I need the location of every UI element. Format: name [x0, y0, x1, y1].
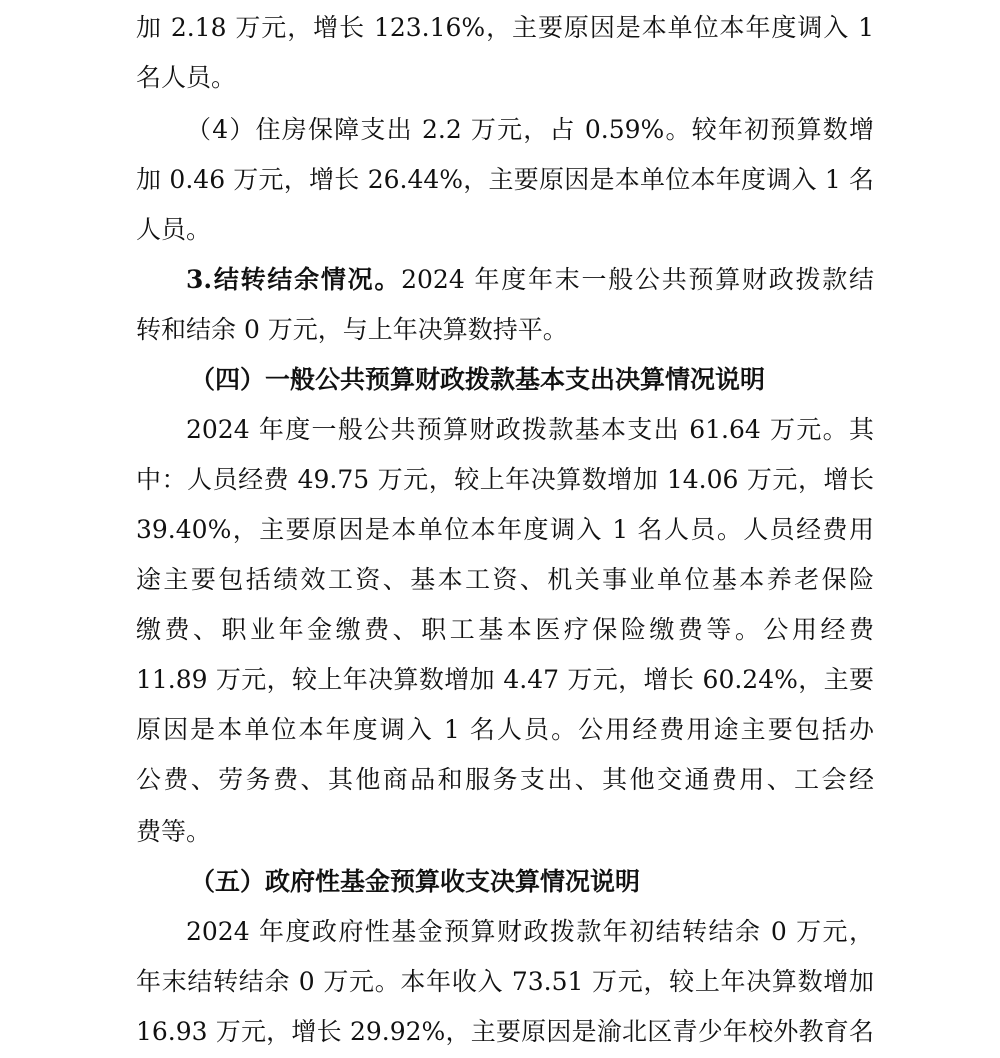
paragraph-line: 16.93 万元，增长 29.92%，主要原因是渝北区青少年校外教育名	[136, 1017, 874, 1046]
paragraph-line: 费等。	[136, 817, 212, 846]
paragraph-line: 2024 年度政府性基金预算财政拨款年初结转结余 0 万元，	[186, 917, 874, 946]
paragraph-line: （4）住房保障支出 2.2 万元，占 0.59%。较年初预算数增	[186, 115, 874, 144]
paragraph-line: 缴费、职业年金缴费、职工基本医疗保险缴费等。公用经费	[136, 615, 874, 644]
section-heading: （四）一般公共预算财政拨款基本支出决算情况说明	[190, 365, 766, 394]
section-heading: （五）政府性基金预算收支决算情况说明	[190, 867, 641, 896]
paragraph-line: 转和结余 0 万元，与上年决算数持平。	[136, 315, 568, 344]
paragraph-line: 原因是本单位本年度调入 1 名人员。公用经费用途主要包括办	[136, 715, 874, 744]
paragraph-line	[136, 254, 874, 306]
section-subheading: 3.结转结余情况。	[186, 265, 402, 294]
paragraph-line: 人员。	[136, 215, 212, 244]
paragraph-line: 名人员。	[136, 63, 237, 92]
paragraph-line: 2024 年度一般公共预算财政拨款基本支出 61.64 万元。其	[186, 415, 874, 444]
paragraph-line: 39.40%，主要原因是本单位本年度调入 1 名人员。人员经费用	[136, 515, 874, 544]
paragraph-line: 加 2.18 万元，增长 123.16%，主要原因是本单位本年度调入 1	[136, 13, 874, 42]
paragraph-line: 加 0.46 万元，增长 26.44%，主要原因是本单位本年度调入 1 名	[136, 165, 874, 194]
paragraph-text: 2024 年度年末一般公共预算财政拨款结	[401, 265, 874, 294]
paragraph-line: 途主要包括绩效工资、基本工资、机关事业单位基本养老保险	[136, 565, 874, 594]
paragraph-line: 公费、劳务费、其他商品和服务支出、其他交通费用、工会经	[136, 765, 874, 794]
paragraph-line: 年末结转结余 0 万元。本年收入 73.51 万元，较上年决算数增加	[136, 967, 874, 996]
paragraph-line: 11.89 万元，较上年决算数增加 4.47 万元，增长 60.24%，主要	[136, 665, 874, 694]
paragraph-line: 中：人员经费 49.75 万元，较上年决算数增加 14.06 万元，增长	[136, 465, 874, 494]
